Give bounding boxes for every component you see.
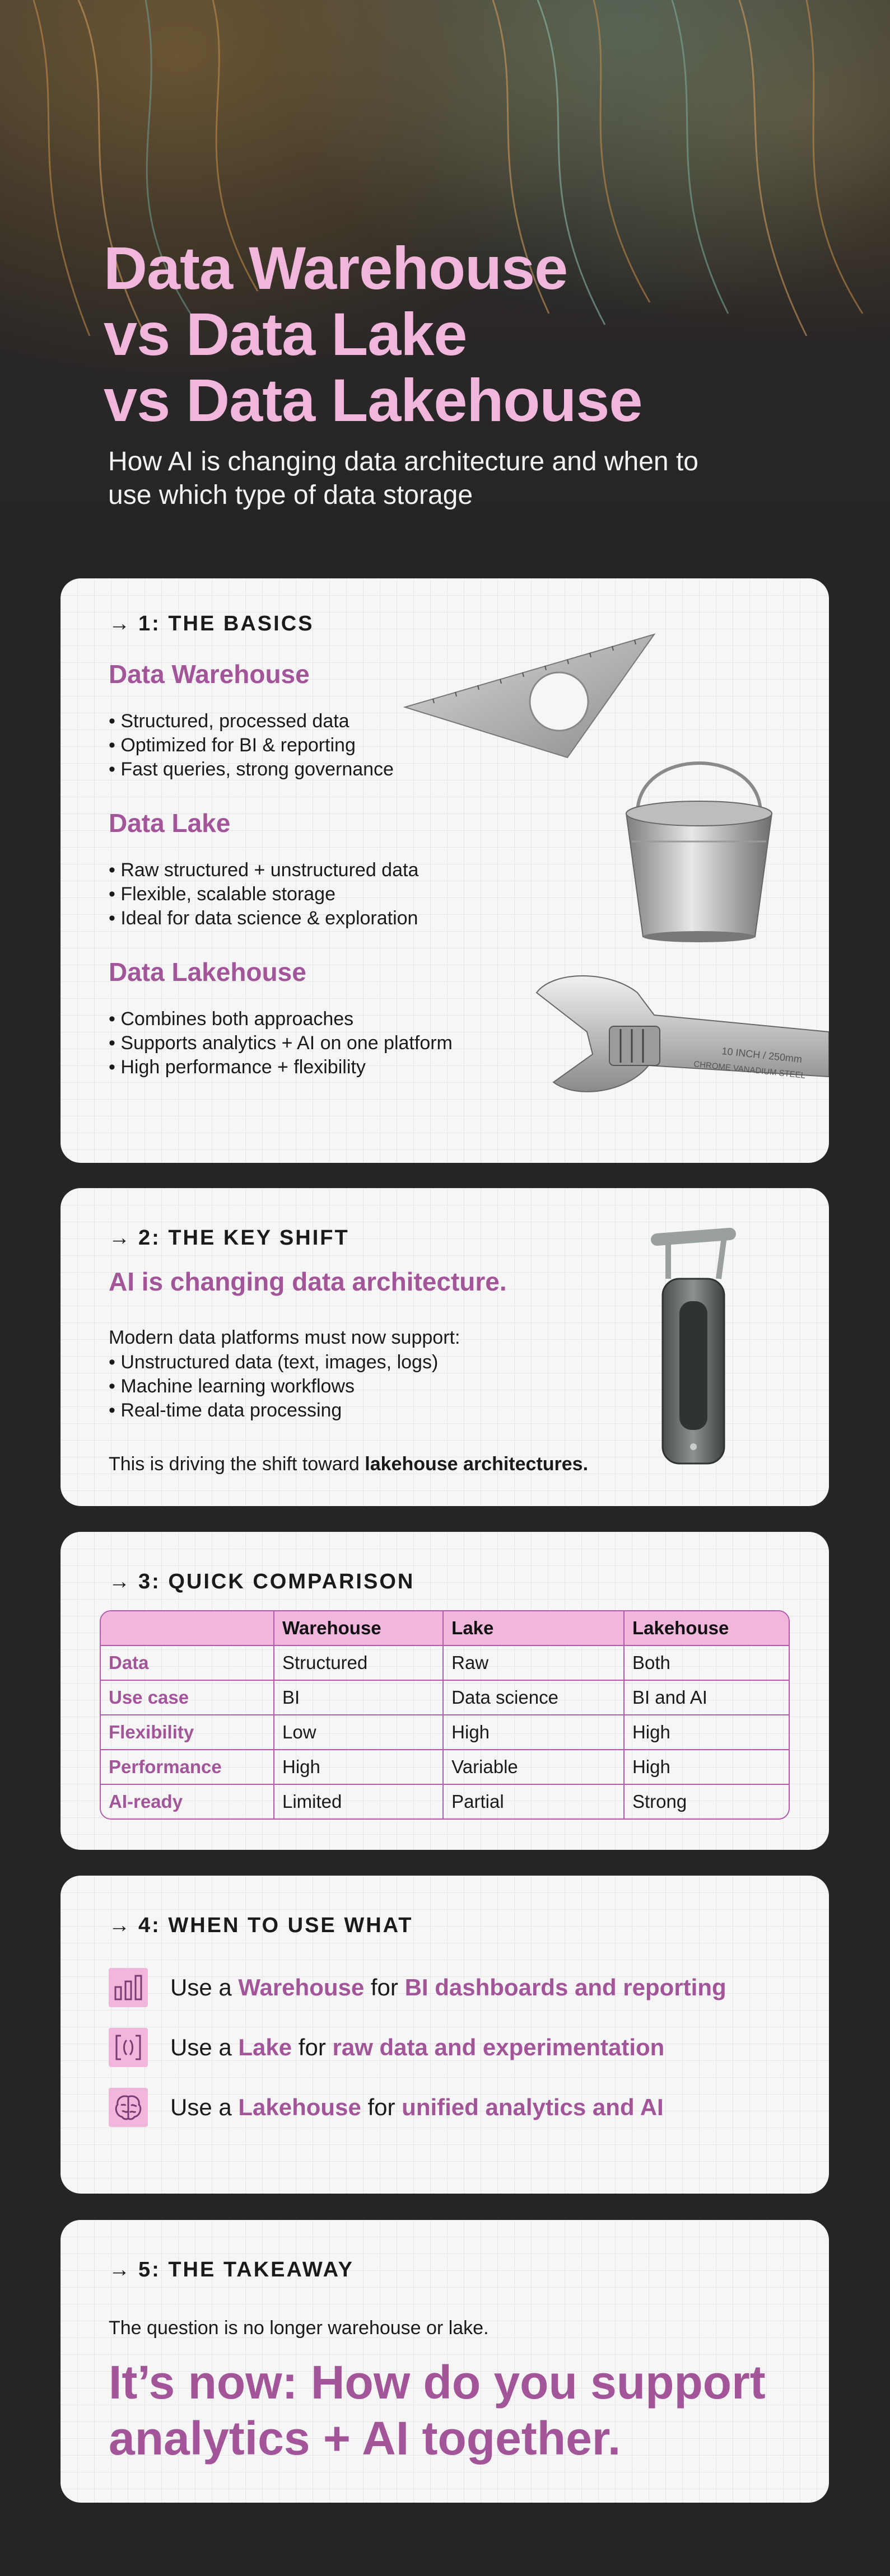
table-cell: Limited bbox=[274, 1785, 444, 1818]
title-line-2: vs Data Lake bbox=[104, 300, 467, 368]
use-mid: for bbox=[292, 2034, 333, 2060]
lakehouse-bullets bbox=[109, 1007, 453, 1079]
use-purpose: BI dashboards and reporting bbox=[404, 1974, 726, 2000]
use-lake-text bbox=[170, 2034, 664, 2061]
bucket-image bbox=[615, 741, 783, 942]
table-cell: BI and AI bbox=[625, 1681, 789, 1715]
basics-card bbox=[60, 578, 829, 1163]
table-cell: Data science bbox=[444, 1681, 625, 1715]
shift-closing bbox=[109, 1452, 588, 1476]
list-item: • Flexible, scalable storage bbox=[109, 882, 418, 906]
shift-title-text: 2: THE KEY SHIFT bbox=[138, 1226, 350, 1250]
arrow-right-icon: → bbox=[109, 612, 132, 635]
lakehouse-heading: Data Lakehouse bbox=[109, 957, 306, 987]
use-lakehouse-text bbox=[170, 2094, 664, 2121]
comparison-table bbox=[100, 1610, 790, 1820]
table-header-cell bbox=[101, 1611, 274, 1646]
code-brackets-icon bbox=[109, 2028, 148, 2067]
row-header: Data bbox=[101, 1646, 274, 1681]
list-item: • Real-time data processing bbox=[109, 1399, 438, 1423]
table-cell: High bbox=[444, 1715, 625, 1750]
table-cell: High bbox=[625, 1750, 789, 1785]
arrow-right-icon: → bbox=[109, 1914, 132, 1937]
table-cell: Partial bbox=[444, 1785, 625, 1818]
takeaway-statement bbox=[109, 2354, 766, 2466]
list-item: • Machine learning workflows bbox=[109, 1375, 438, 1399]
shift-intro: Modern data platforms must now support: bbox=[109, 1327, 460, 1348]
bar-chart-icon bbox=[109, 1968, 148, 2007]
comparison-title-text: 3: QUICK COMPARISON bbox=[138, 1570, 415, 1593]
lake-heading: Data Lake bbox=[109, 808, 231, 838]
list-item bbox=[109, 2088, 664, 2127]
table-row bbox=[101, 1646, 789, 1681]
list-item: • Supports analytics + AI on one platform bbox=[109, 1031, 453, 1055]
warehouse-bullets bbox=[109, 709, 394, 782]
list-item: • Optimized for BI & reporting bbox=[109, 733, 394, 758]
takeaway-line-1: It’s now: How do you support bbox=[109, 2356, 766, 2409]
table-cell: High bbox=[625, 1715, 789, 1750]
basics-section-title bbox=[109, 612, 314, 636]
use-type: Lake bbox=[238, 2034, 292, 2060]
warehouse-heading: Data Warehouse bbox=[109, 660, 310, 689]
shift-bullets bbox=[109, 1350, 438, 1423]
table-cell: Strong bbox=[632, 1791, 687, 1812]
use-prefix: Use a bbox=[170, 2034, 239, 2060]
row-header: Use case bbox=[101, 1681, 274, 1715]
list-item: • Unstructured data (text, images, logs) bbox=[109, 1350, 438, 1375]
use-mid: for bbox=[361, 2094, 402, 2120]
when-section-title bbox=[109, 1914, 413, 1938]
list-item bbox=[109, 2028, 664, 2067]
row-header: Performance bbox=[101, 1750, 274, 1785]
table-cell: High bbox=[274, 1750, 444, 1785]
table-cell: Both bbox=[625, 1646, 789, 1681]
arrow-right-icon: → bbox=[109, 2258, 132, 2282]
title-line-1: Data Warehouse bbox=[104, 234, 568, 302]
wrench-image bbox=[531, 970, 829, 1116]
use-purpose: unified analytics and AI bbox=[402, 2094, 664, 2120]
takeaway-title-text: 5: THE TAKEAWAY bbox=[138, 2258, 354, 2282]
wrench-engraving-1: 10 INCH / 250mm bbox=[721, 1045, 803, 1065]
page-subtitle: How AI is changing data architecture and when to use which type of data storage bbox=[108, 447, 698, 510]
title-line-3: vs Data Lakehouse bbox=[104, 366, 642, 434]
lake-bullets bbox=[109, 858, 418, 931]
shift-section-title bbox=[109, 1226, 350, 1250]
list-item: • Ideal for data science & exploration bbox=[109, 906, 418, 931]
use-type: Lakehouse bbox=[238, 2094, 361, 2120]
table-header-cell: Warehouse bbox=[274, 1611, 444, 1646]
list-item: • Fast queries, strong governance bbox=[109, 758, 394, 782]
row-header: Flexibility bbox=[101, 1715, 274, 1750]
use-type: Warehouse bbox=[238, 1974, 365, 2000]
basics-title-text: 1: THE BASICS bbox=[138, 612, 314, 635]
key-shift-card bbox=[60, 1188, 829, 1506]
list-item bbox=[109, 1968, 726, 2007]
table-header-cell: Lake bbox=[444, 1611, 625, 1646]
takeaway-section-title bbox=[109, 2258, 354, 2282]
takeaway-lead: The question is no longer warehouse or lake. bbox=[109, 2317, 489, 2339]
use-prefix: Use a bbox=[170, 2094, 239, 2120]
table-cell: Variable bbox=[444, 1750, 625, 1785]
arrow-right-icon: → bbox=[109, 1226, 132, 1250]
use-mid: for bbox=[364, 1974, 405, 2000]
wrench-engraving-2: CHROME VANADIUM STEEL bbox=[693, 1059, 806, 1081]
shift-closing-bold: lakehouse architectures. bbox=[365, 1453, 589, 1475]
shift-headline: AI is changing data architecture. bbox=[109, 1267, 507, 1296]
comparison-card bbox=[60, 1532, 829, 1850]
row-header: AI-ready bbox=[101, 1785, 274, 1818]
table-row bbox=[101, 1681, 789, 1715]
use-purpose: raw data and experimentation bbox=[332, 2034, 665, 2060]
list-item: • Combines both approaches bbox=[109, 1007, 453, 1031]
when-to-use-card bbox=[60, 1876, 829, 2194]
table-row bbox=[101, 1785, 789, 1818]
list-item: • High performance + flexibility bbox=[109, 1055, 453, 1079]
hero-banner bbox=[0, 0, 890, 560]
table-header-row bbox=[101, 1611, 789, 1646]
pulley-tool-image bbox=[646, 1223, 741, 1469]
arrow-right-icon: → bbox=[109, 1570, 132, 1593]
list-item: • Structured, processed data bbox=[109, 709, 394, 733]
table-cell: Structured bbox=[274, 1646, 444, 1681]
list-item: • Raw structured + unstructured data bbox=[109, 858, 418, 882]
table-cell: Raw bbox=[444, 1646, 625, 1681]
takeaway-line-2: analytics + AI together. bbox=[109, 2412, 621, 2465]
shift-closing-text: This is driving the shift toward bbox=[109, 1453, 365, 1475]
table-cell: BI bbox=[274, 1681, 444, 1715]
table-row bbox=[101, 1750, 789, 1785]
page-title bbox=[104, 235, 832, 433]
comparison-section-title bbox=[109, 1570, 414, 1594]
takeaway-card bbox=[60, 2220, 829, 2503]
when-title-text: 4: WHEN TO USE WHAT bbox=[138, 1914, 413, 1937]
table-row bbox=[101, 1715, 789, 1750]
use-warehouse-text bbox=[170, 1974, 726, 2001]
use-prefix: Use a bbox=[170, 1974, 239, 2000]
table-cell: Low bbox=[274, 1715, 444, 1750]
brain-icon bbox=[109, 2088, 148, 2127]
table-header-cell: Lakehouse bbox=[625, 1611, 789, 1646]
